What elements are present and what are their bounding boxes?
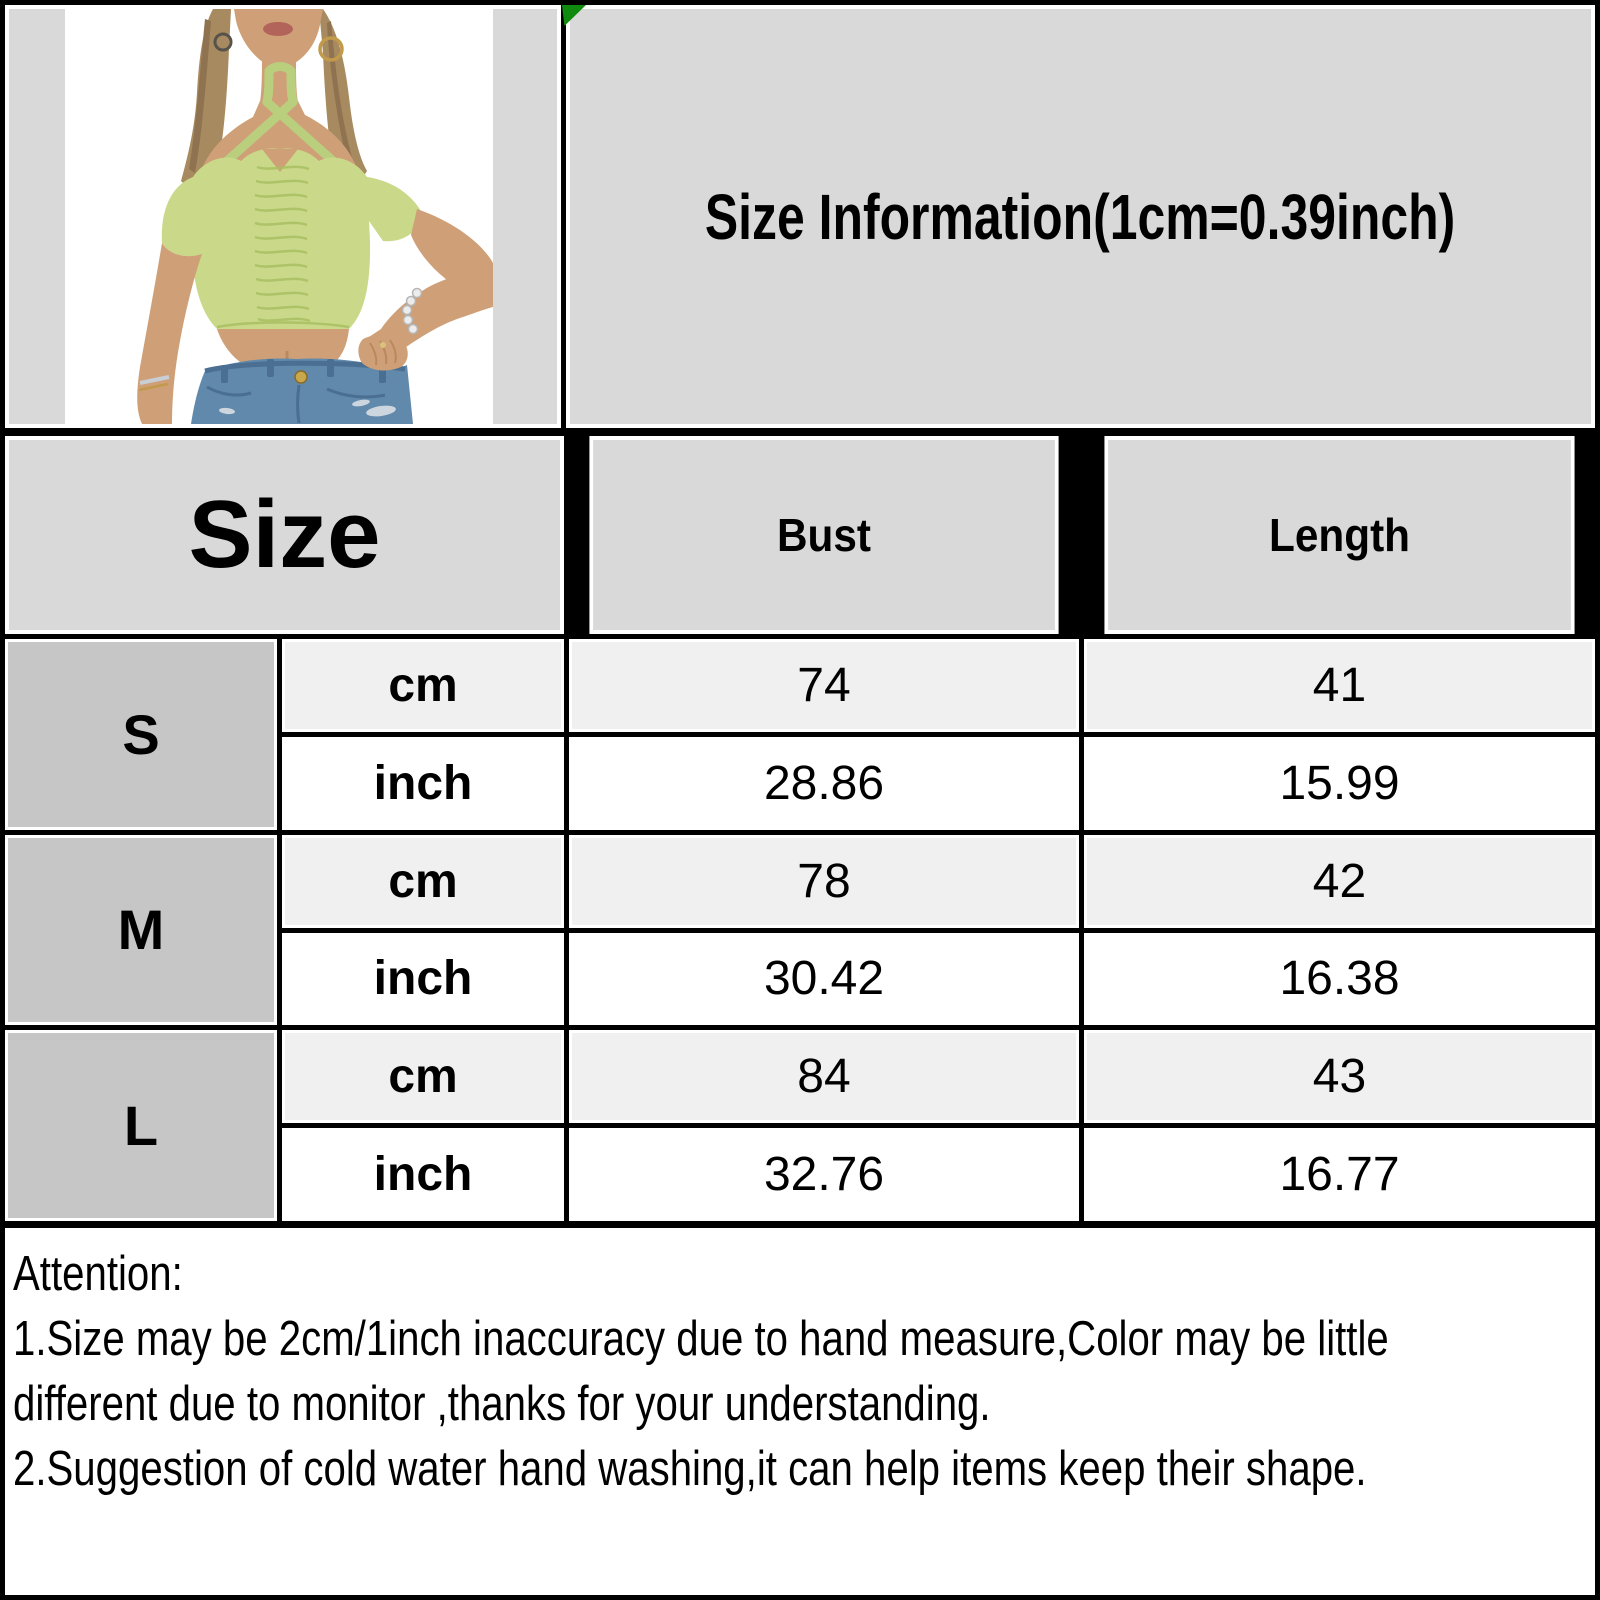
product-photo-cell (5, 5, 561, 428)
hand (358, 335, 407, 371)
length-value: 43 (1084, 1030, 1595, 1123)
attention-section (5, 1228, 1595, 1595)
length-value: 15.99 (1084, 737, 1595, 830)
unit-label: cm (282, 835, 564, 928)
unit-label: cm (282, 1030, 564, 1123)
attention-note-1: 1.Size may be 2cm/1inch inaccuracy due to hand measure,Color may be little (13, 1312, 1389, 1366)
bust-value: 30.42 (569, 933, 1079, 1026)
model-photo-illustration (65, 9, 493, 424)
column-header-length: Length (1104, 436, 1574, 634)
column-header-bust: Bust (589, 436, 1058, 634)
top-row (5, 5, 1595, 428)
size-label-l: L (5, 1030, 277, 1221)
lips (263, 22, 293, 36)
bust-value: 74 (569, 639, 1079, 732)
length-value: 16.38 (1084, 933, 1595, 1026)
length-value: 42 (1084, 835, 1595, 928)
bust-value: 84 (569, 1030, 1079, 1123)
unit-label: inch (282, 933, 564, 1026)
bust-value: 28.86 (569, 737, 1079, 830)
attention-note-1-cont: different due to monitor ,thanks for your understanding. (13, 1377, 991, 1431)
unit-label: inch (282, 1128, 564, 1221)
corner-flag-triangle (562, 5, 586, 26)
attention-heading: Attention: (13, 1247, 183, 1301)
length-value: 16.77 (1084, 1128, 1595, 1221)
jeans-button (295, 371, 307, 383)
length-value: 41 (1084, 639, 1595, 732)
bust-value: 78 (569, 835, 1079, 928)
column-header-size: Size (5, 436, 564, 634)
title-cell (566, 5, 1595, 428)
attention-note-2: 2.Suggestion of cold water hand washing,it can help items keep their shape. (13, 1442, 1367, 1496)
page-title: Size Information(1cm=0.39inch) (705, 180, 1456, 253)
unit-label: cm (282, 639, 564, 732)
size-label-m: M (5, 835, 277, 1026)
size-label-s: S (5, 639, 277, 830)
arm (137, 243, 202, 424)
product-photo (65, 9, 493, 424)
size-table (5, 428, 1595, 1228)
bust-value: 32.76 (569, 1128, 1079, 1221)
unit-label: inch (282, 737, 564, 830)
